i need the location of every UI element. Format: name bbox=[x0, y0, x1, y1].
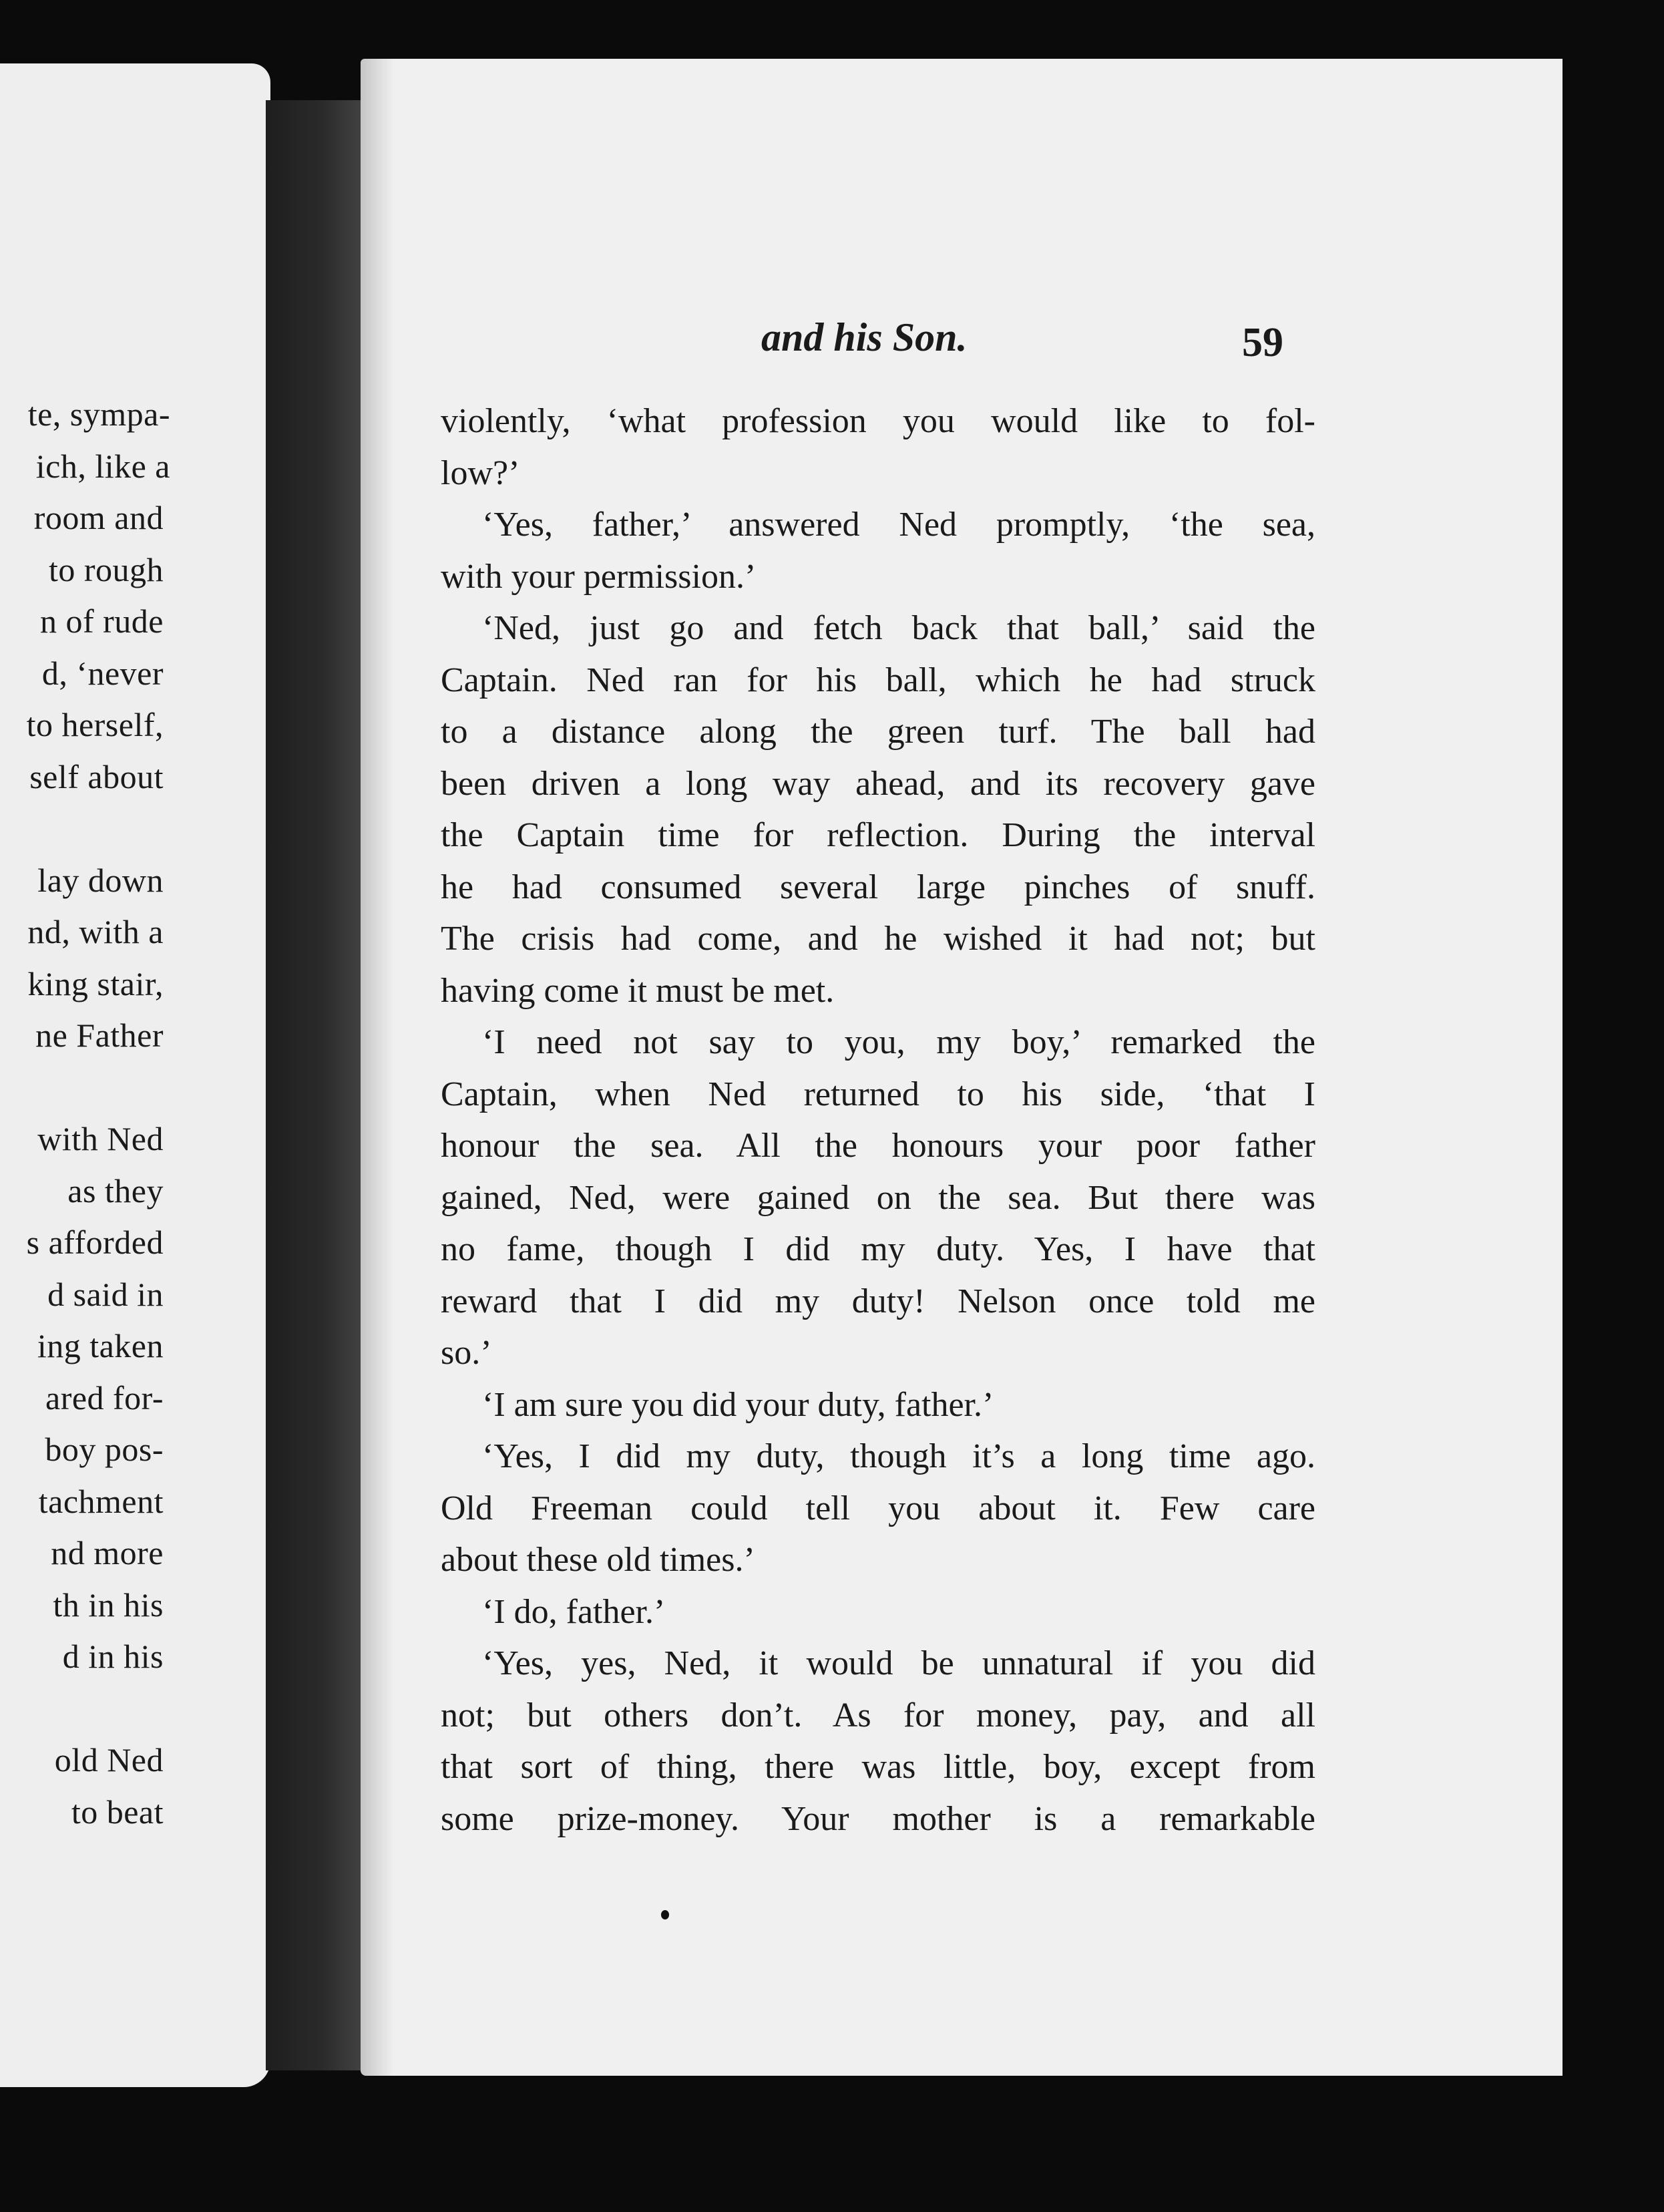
left-page-line: nd, with a bbox=[27, 913, 164, 950]
body-line: with your permission.’ bbox=[441, 557, 757, 596]
ink-speck bbox=[661, 1910, 669, 1919]
left-page-line: as they bbox=[67, 1171, 164, 1210]
body-line: ‘Yes, father,’ answered Ned promptly, ‘the sea, bbox=[482, 506, 1315, 544]
left-page-line: d in his bbox=[62, 1638, 164, 1675]
left-page-line: lay down bbox=[37, 861, 164, 899]
body-line: ‘Yes, yes, Ned, it would be unnatural if you did bbox=[482, 1644, 1315, 1682]
body-line: gained, Ned, were gained on the sea. But there was bbox=[441, 1178, 1315, 1217]
body-line: been driven a long way ahead, and its recovery gave bbox=[441, 764, 1315, 803]
left-page-line: tachment bbox=[38, 1482, 164, 1520]
body-line: the Captain time for reflection. During the interval bbox=[441, 816, 1315, 854]
body-line: violently, ‘what profession you would like to fol- bbox=[441, 402, 1315, 440]
left-page-line: d, ‘never bbox=[41, 654, 164, 692]
body-line: to a distance along the green turf. The ball had bbox=[441, 713, 1315, 751]
body-line: ‘I am sure you did your duty, father.’ bbox=[482, 1385, 994, 1424]
body-line: so.’ bbox=[441, 1334, 492, 1372]
left-page-line: n of rude bbox=[40, 602, 164, 640]
body-line: Captain, when Ned returned to his side, ‘that I bbox=[441, 1075, 1315, 1113]
body-line: honour the sea. All the honours your poor father bbox=[441, 1127, 1315, 1165]
body-line: not; but others don’t. As for money, pay, and all bbox=[441, 1696, 1315, 1734]
left-page-line: king stair, bbox=[27, 964, 164, 1002]
left-page-line: s afforded bbox=[26, 1224, 164, 1261]
body-line: some prize-money. Your mother is a remarkable bbox=[441, 1799, 1315, 1838]
left-page-line: ing taken bbox=[37, 1327, 164, 1364]
running-head: and his Son. bbox=[761, 315, 968, 359]
body-line: ‘Ned, just go and fetch back that ball,’ said the bbox=[482, 609, 1315, 647]
body-line: Old Freeman could tell you about it. Few care bbox=[441, 1489, 1315, 1527]
body-line: low?’ bbox=[441, 453, 520, 492]
left-page-line: old Ned bbox=[54, 1741, 164, 1779]
left-page-line: nd more bbox=[51, 1534, 164, 1572]
left-page-line: te, sympa- bbox=[27, 395, 170, 433]
body-line: ‘Yes, I did my duty, though it’s a long time ago. bbox=[482, 1437, 1315, 1475]
left-page-line: ared for- bbox=[45, 1378, 164, 1417]
left-page-line: to rough bbox=[48, 550, 164, 588]
body-line: reward that I did my duty! Nelson once told me bbox=[441, 1282, 1315, 1320]
left-page-line: ne Father bbox=[35, 1017, 164, 1054]
left-page-fragment bbox=[0, 63, 270, 2087]
left-page-line: to herself, bbox=[26, 706, 164, 743]
left-page-line: self about bbox=[29, 757, 164, 795]
body-line: he had consumed several large pinches of snuff. bbox=[441, 868, 1315, 906]
body-line: that sort of thing, there was little, boy, except from bbox=[441, 1748, 1315, 1786]
left-page-line: ich, like a bbox=[35, 447, 170, 485]
body-line: Captain. Ned ran for his ball, which he had struck bbox=[441, 661, 1315, 699]
book-gutter bbox=[266, 100, 366, 2070]
left-page-line: room and bbox=[33, 499, 164, 536]
body-line: ‘I do, father.’ bbox=[482, 1592, 666, 1631]
body-line: ‘I need not say to you, my boy,’ remarked the bbox=[482, 1023, 1315, 1061]
body-line: having come it must be met. bbox=[441, 971, 835, 1010]
body-line: about these old times.’ bbox=[441, 1541, 755, 1579]
left-page-line: th in his bbox=[53, 1586, 164, 1624]
body-line: The crisis had come, and he wished it had not; but bbox=[441, 920, 1315, 958]
left-page-line: d said in bbox=[47, 1275, 164, 1313]
body-line: no fame, though I did my duty. Yes, I have that bbox=[441, 1230, 1315, 1268]
left-page-line: with Ned bbox=[37, 1120, 164, 1157]
left-page-line: boy pos- bbox=[45, 1431, 164, 1468]
left-page-line: to beat bbox=[71, 1793, 164, 1831]
page-number: 59 bbox=[1242, 320, 1283, 365]
